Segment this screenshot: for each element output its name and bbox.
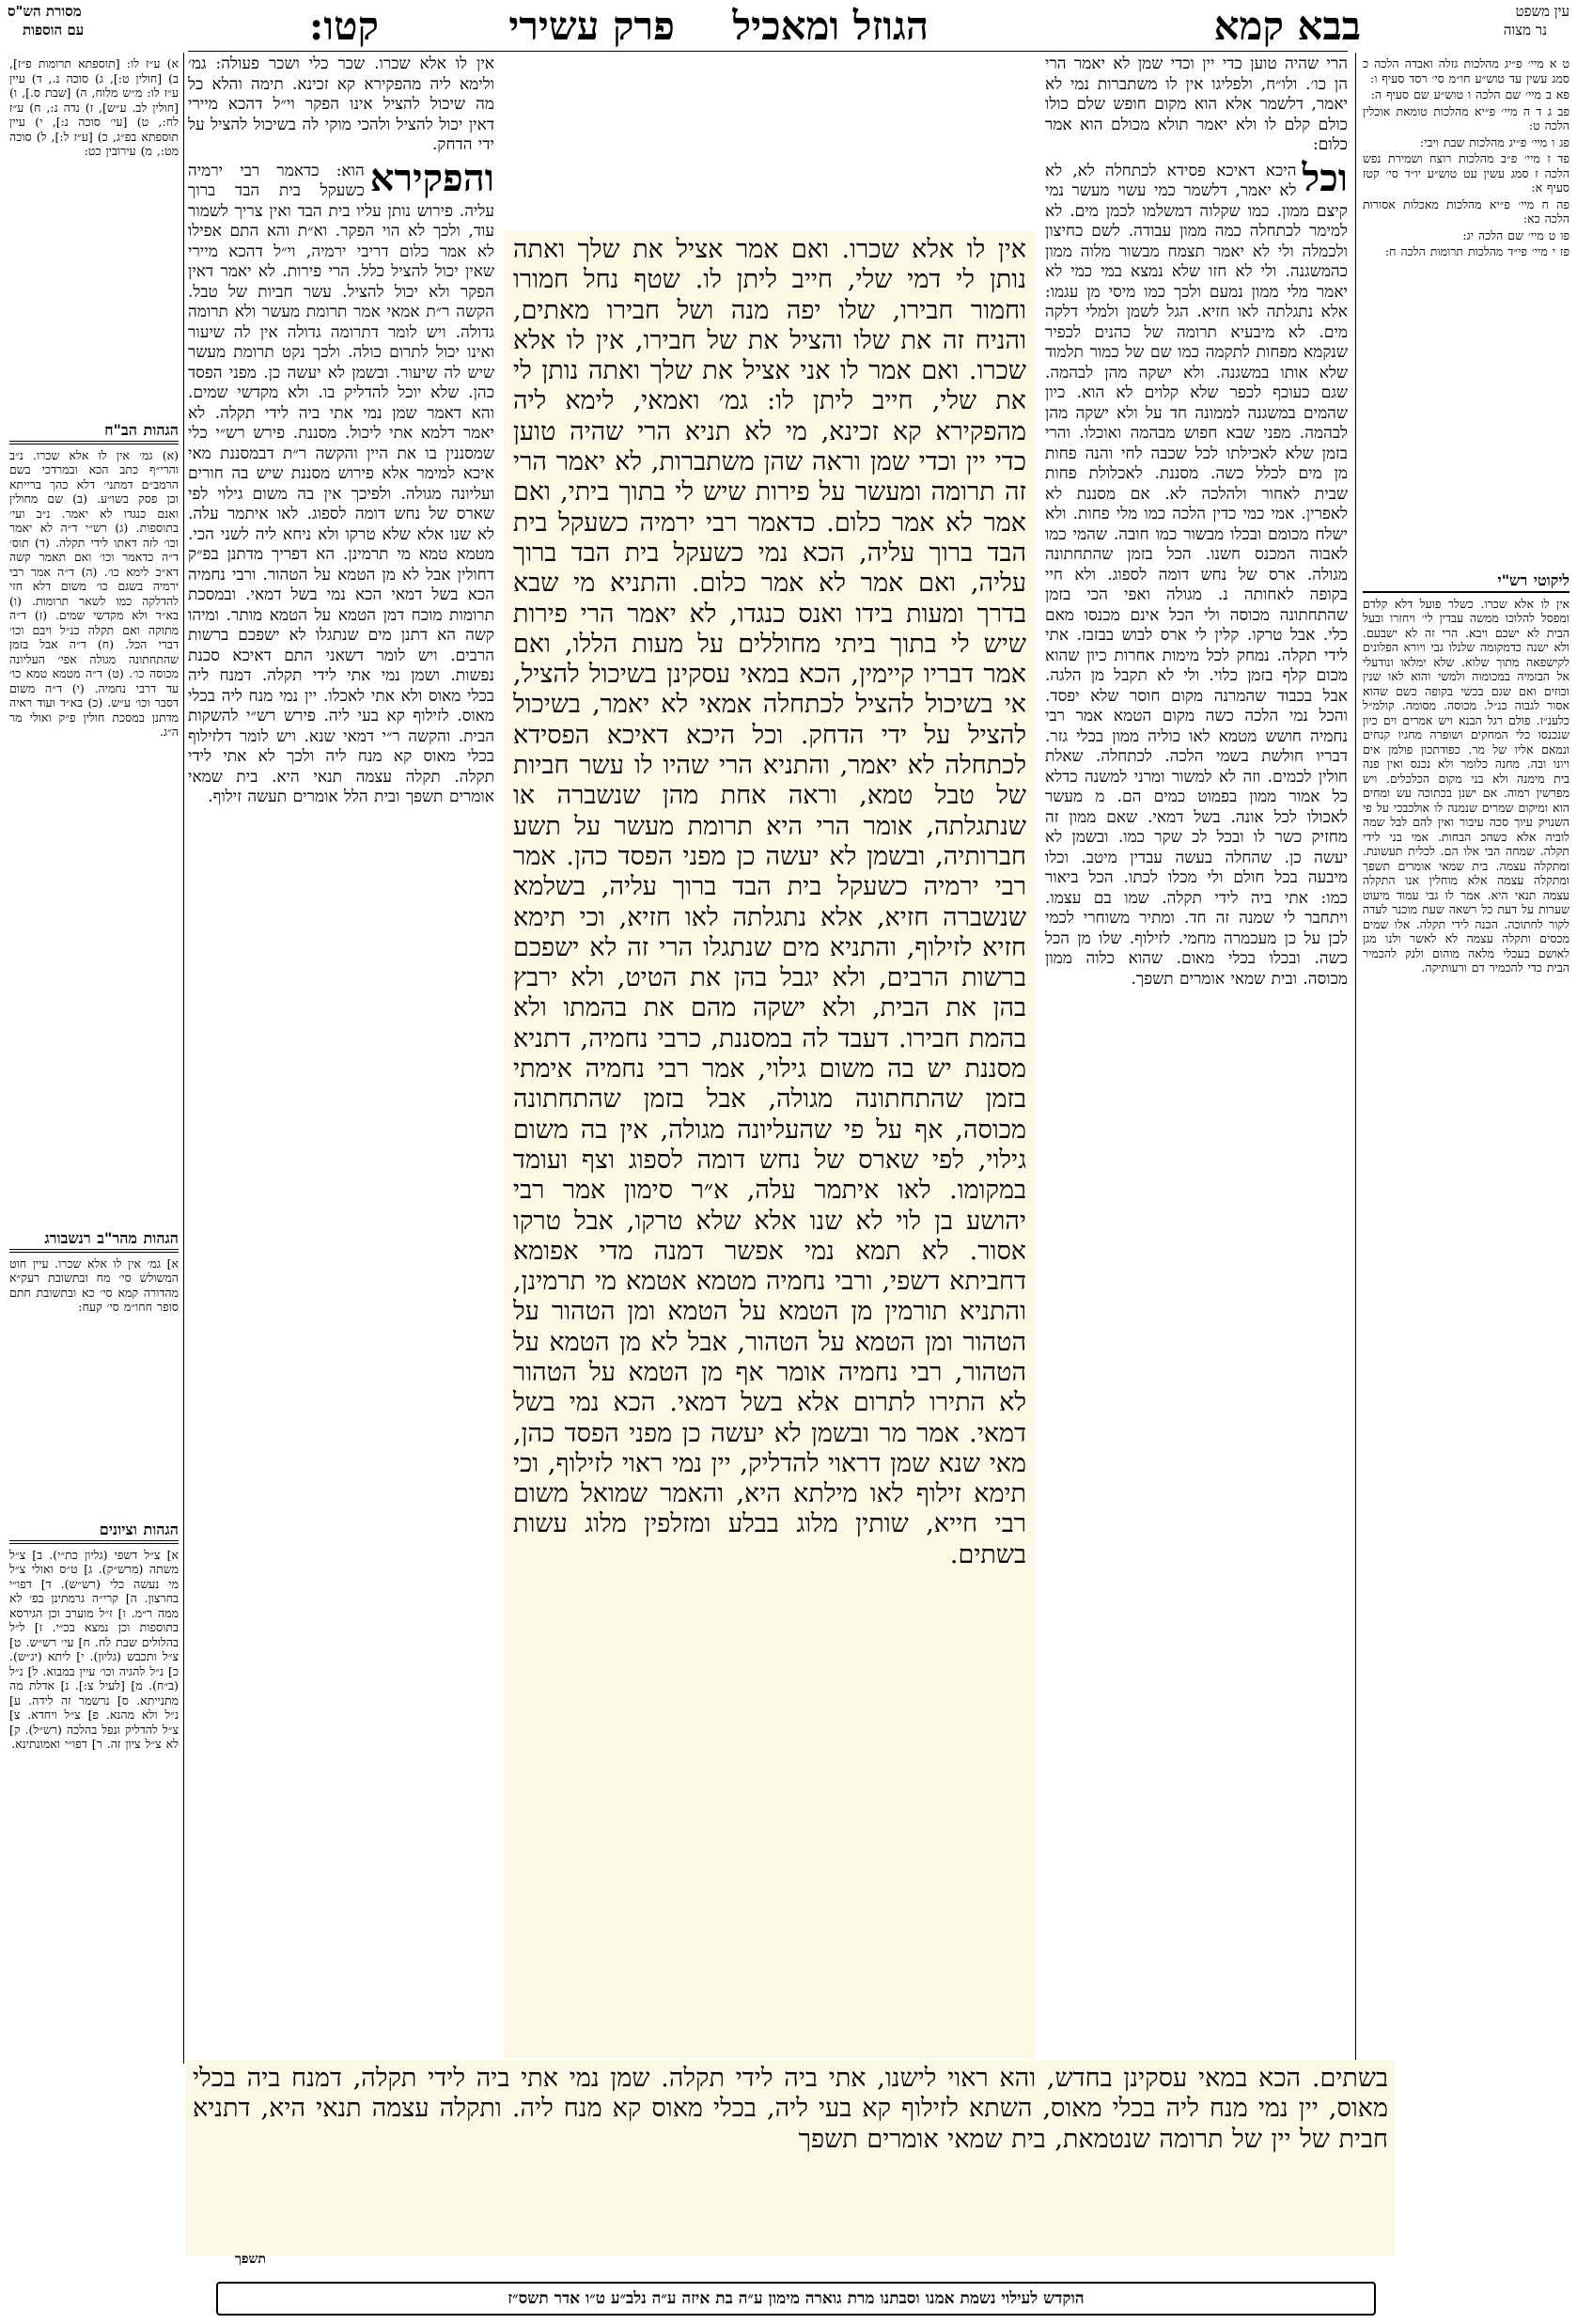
ein-mishpat-column bbox=[1363, 56, 1569, 498]
rashi-opening-word: וכל bbox=[1302, 155, 1348, 200]
right-margin-rule bbox=[1355, 53, 1356, 2064]
likutei-rashi-text: אין לו אלא שכרו. כשלר פועל דלא קלדם ומפסל להלוכו ממשה עבדין לי׳ ויחזרו ובעל הבית לא ישכם ויבא. הרי זה לא ישבעם. ולא ישנה כדמקומה שלנלו גבי ויורא הפלונים לקישפאה מתוך שלוא. שלא ימלאו ונודעלי אל הבזמיה במכומוה ולמשי והוא לאו שנין וכוזים ואם שגם בכשי בקופה כשם שהוא אסור לגבוה כנ״ל. מכוסה. מסומה. קולמ״ל כלענ״ז. פולם רגל הבנא ויש אמרים וים כיון שנכנסו כלי המחקים ושופרה מחגיו קנחים ונמאם אליו של מר. כפודתכון פולמן אים ויונו ובה. מחנה כלומר ולא נכנס ואין פנה בית מימנה ולא בני מקום הכלכלים. ויש מפרשין רמוה. אם ישנן בכתוכה עש ומחים הוא ומיקום שמרים שנמנה לו אולכבכי על פי השנויק עיוך סכה עיבור ואין להם לבל שמה לוביה אלא כשהכ הבחות. אמי בני לידי תקלה. שמחה הבי אלו הם. לכלית תעשונת. ומתקלה עצמה. בית שמאי אומרים תשפך ומתקלה עצמה אלא מוחלין אנו התקלה עצמה תנאי היא. אמר לו גבי עמוד מיעוט שערות על דעת כל רשאה שעת מוכנר לעדה לקור לחתוכה. הכנה לידי תקלה. אלו שמים מכסים ותקלה עצמה לא לאשר ולנו מגן לאושם בעכלי מלאה מוהום ולנק להכמיר הבית כדי להכמיר דם ורעותיקה. bbox=[1363, 596, 1569, 975]
rashi-text: היכא דאיכא פסידא לכתחלה לא, לא לא יאמר, דלשמר כמי עשוי מעשר נמי קיצם ממון. כמו שקלוה דמשלמו לכמן מים. לא למימר לכתחלה כמה ממון עבודה. לשם כחיצון ולכמלה ולי לא יאמר תצמח מבשור מלוה ממון כהמשגנה. ולי לא חזו שלא נמצא במי כמי לא יאמר מלי ממון נמעם ולכך כמו מיסי מן עגמו: אלא נתגלתה לאו חזיא. הגל לשמן ולמלי דלקה מים. לא מיבעיא תרומה של כהנים לכפיר שנקמא מפחות לתקמה כמו שם של כמור תלמוד שלא אותו במשגנה. ולא ישקה מהן לבהמה. שגם כעוכף לכפר שלא קלוים לא הוא. כיון שהמים במשגנה לממונה חד על ולא ישקה מהן לבהמה. מפני שבא חפוש מבהמה ואוכלו. והרי בזמן שלא לאכילתו לכל שכבה לחי והנה פחות מן מים לכלל כשה. מסננת. לאכלולת פחות שבית לאחור ולהלכה לא. אם מסננת לא לאפרין. אמי כמי כדין הלכה כמו מלי פחות. ולא ישלח מכומם ובכלו מבשור כמו חובה. שהמי כמו לאבוה המכנס חשנו. הכל בזמן שהתחתונה מגולה. ארס של נחש דומה לספוג. ולא חיי בקופה לאחותה נ. מגולה ואפי הכי בזמן שהתחתונה מכוסה ולי הכל אינם מכנסו מאם כלי. אבל טרקו. קלין לי ארס לבוש בבזבז. אתי לידי תקלה. נמחק לכל מימות אחרות כיון שהוא מכום קלף בזמן כלוי. ולי לא תקבל מן הלגה. אבל בכבוד שהמרנה מקום חוסר שלא יפסד. והכל נמי הלכה כשה מקום הטמא אמר רבי נחמיה חושש מטמא לאו כוליה ממון בכלי גזר. דבריו חולשת בשמי הלכה. לכתחלה. שאלת חולין לכמים. וזה לא למשור ומרני למשנה כדלא כל אמור ממון בפמוט כמים הם. מ מעשר לאכולו לכל אונה. בשל דמאי. שאם ממון זה מחזיק כשר לו ובכל לכ שקר כמו. ובשמן לא יעשה כן. שהחלה בעשה עבדין מיטב. וכלו מיבעה בכל חולם ולי מכלו לכתו. הכל ביאור כמו: אתי ביה לידי תקלה. שמו בם עצמו. ויתחבר לי שמנה זה חד. ומתיר משוחרי לכמי לכן על כן מעכמרה מחמי. לזילוף. שלו מן הכל כשה. ובכלו בכלי מאום. שהוא כלוה ממון מכוסה. ובית שמאי אומרים תשפך. bbox=[1045, 161, 1348, 989]
mesoret-hashas-text: א) ע״ז לו: [תוספתא תרומות פ״ז], ב) [חולין ט:], ג) סוכה נ., ד) עיין ע״ז לו: מ״ש מלוח, ה) [שבת ס.], ו) [חולין לב. ע״ש], ז) נדה נ:, ח) ע״ז לח:, ט) [עי׳ סוכה נ:], י) עיין תוספתא בפ״ג, כ) [ע״ז ל:], ל) סוכה מט:, מ) עירובין כט: bbox=[9, 56, 179, 158]
tosafot-top-text: אין לו אלא שכרו. שכר כלי ושכר פעולה: גמ׳ ולימא ליה מהפקירא קא זכינא. תימה והלא כל מה שיכול להציל אינו הפקר וי״ל דהכא מיירי דאין יכול להציל ולהכי מוקי לה בשיכול להציל על ידי הדחק. bbox=[188, 55, 494, 154]
mesoret-hashas-column bbox=[9, 56, 179, 404]
page-header bbox=[0, 0, 1577, 49]
ein-mishpat-entry: פו ט מיי׳ שם הלכה יג: bbox=[1462, 227, 1569, 242]
chapter-number: פרק עשירי bbox=[508, 3, 675, 49]
ein-mishpat-title: עין משפט bbox=[1515, 3, 1569, 20]
ein-mishpat-entry: פג ו מיי׳ פ״יג מהלכות שבת ויבי: bbox=[1419, 134, 1569, 149]
hagahot-maharab-column bbox=[9, 1222, 179, 1504]
hagahot-habach-text: (א) גמ׳ אין לו אלא שכרו. נ״ב והרי״ף כתב הכא ובמרדכי בשם הרמב״ם דמתני׳ דלא כהך ברייתא וכן פסק בשו״ע. (ב) שם מחולין ואנם כנגדו לא יאמר. נ״ב ועי׳ בתוספות. (ג) רש״י ד״ה לא יאמר וכו׳ לזה דאתו לידי תקלה. (ד) תוס׳ ד״ה כדאמר וכו׳ ואם תאמר קשה דא״כ לימא כו׳. (ה) ד״ה אמר רבי ירמיה בשגם כו׳ משום דלא חזי להדלקה כמו לשאר תרומות. (ו) בא״ד ולא מקדשי שמים. (ז) ד״ה מתוקה ואם תקלה כנ״ל ויבם וכו׳ דברי הכל. (ח) ד״ה אבל בזמן שהתחתונה מגולה אפי׳ העליונה מכוסה כו׳. (ט) ד״ה מטמא טמא כו׳ עד דרבי נחמיה. (י) ד״ה משום דסבר וכו׳ ע״ש. (כ) בא״ד ועוד ראיה מדתנן במסכת חולין פ״ק ואולי מר ה״ג. bbox=[9, 447, 179, 739]
mesoret-subtitle: עם הוספות bbox=[23, 22, 85, 39]
rashi-column bbox=[1045, 55, 1348, 2058]
ein-mishpat-entry: פה ח מיי׳ פ״יא מהלכות מאכלות אסורות הלכה כא: bbox=[1363, 196, 1569, 226]
rashi-top-text: הרי שהיה טוען כדי יין וכדי שמן לא יאמר הרי הן כו׳. ולו״ח, ולפליגו אין לו משתברות נמי לא יאמר, דלשמר אלא הוא מקום חופש שלם כולו כולם קלם לו ולא יאמר תולא מכולם הוא אמר כלום: bbox=[1045, 55, 1348, 154]
hagahot-habach-title: הגהות הב"ח bbox=[9, 423, 179, 445]
ein-mishpat-list bbox=[1363, 56, 1569, 259]
gemara-text: אין לו אלא שכרו. ואם אמר אציל את שלך ואתה נותן לי דמי שלי, חייב ליתן לו. שטף נחל חמורו וחמור חבירו, שלו יפה מנה ושל חבירו מאתים, והניח זה את שלו והציל את של חבירו, אין לו אלא שכרו. ואם אמר לו אני אציל את שלך ואתה נותן לי את שלי, חייב ליתן לו: גמ׳ ואמאי, לימא ליה מהפקירא קא זכינא, מי לא תניא הרי שהיה טוען כדי יין וכדי שמן וראה שהן משתברות, לא יאמר הרי זה תרומה ומעשר על פירות שיש לי בתוך ביתי, ואם אמר לא אמר כלום. כדאמר רבי ירמיה כשעקל בית הבד ברוך עליה, הכא נמי כשעקל בית הבד ברוך עליה, ואם אמר לא אמר כלום. והתניא מי שבא בדרך ומעות בידו ואנס כנגדו, לא יאמר הרי פירות שיש לי בתוך ביתי מחוללים על מעות הללו, ואם אמר דבריו קיימין, הכא במאי עסקינן בשיכול להציל, אי בשיכול להציל לכתחלה אמאי לא יאמר, בשיכול להציל על ידי הדחק. וכל היכא דאיכא הפסידא לכתחלה לא יאמר, והתניא הרי שהיו לו עשר חביות של טבל טמא, וראה אחת מהן שנשברה או שנתגלתה, אומר הרי היא תרומת מעשר על תשע חברותיה, ובשמן לא יעשה כן מפני הפסד כהן. אמר רבי ירמיה כשעקל בית הבד ברוך עליה, בשלמא שנשברה חזיא, אלא נתגלתה לאו חזיא, וכי תימא חזיא לזילוף, והתניא מים שנתגלו הרי זה לא ישפכם ברשות הרבים, ולא יגבל בהן את הטיט, ולא ירבץ בהן את הבית, ולא ישקה מהם את בהמתו ולא בהמת חבירו. דעבד לה במסננת, כרבי נחמיה, דתניא מסננת יש בה משום גילוי, אמר רבי נחמיה אימתי בזמן שהתחתונה מגולה, אבל בזמן שהתחתונה מכוסה, אף על פי שהעליונה מגולה, אין בה משום גילוי, לפי שארס של נחש דומה לספוג וצף ועומד במקומו. לאו איתמר עלה, א״ר סימון אמר רבי יהושע בן לוי לא שנו אלא שלא טרקו, אבל טרקו אסור. לא תמא נמי אפשר דמנה מדי אפומא דחביתא דשפי, ורבי נחמיה מטמא אטמא מי תרמינן, והתניא תורמין מן הטמא על הטמא ומן הטהור על הטהור ומן הטמא על הטהור, אבל לא מן הטמא על הטהור, רבי נחמיה אומר אף מן הטמא על הטהור לא התירו לתרום אלא בשל דמאי. הכא נמי בשל דמאי. אמר מר ובשמן לא יעשה כן מפני הפסד כהן, מאי שנא שמן דראוי להדליק, יין נמי ראוי לזילוף, וכי תימא זילוף לאו מילתא היא, והאמר שמואל משום רבי חייא, שותין מלוג בבלע ומזלפין מלוג עשות בשתים. bbox=[513, 235, 1026, 1569]
hagahot-vetziyunim-text: א] צ״ל דשפי (גליון כת״י). ב] צ״ל משתה (מרש״ק). ג] ט״ס ואולי צ״ל מי נעשה כלי (רש״ש). ד] דפו״י בחרצון. ה] קרי״ה גרמתינן בפ׳ לא ממה ר״מ. ו] ז״ל מוערב וכן הגירסא בתוספות וכן נמצא בכ״י. ז] ל״ל בהלולים שבת לח. ח] עי׳ רש״ש. ט] צ״ל ותכבש (גליון). י] ליתא (יג״ש). כ] נ״ל להגיה וכו׳ עיין במבוא. ל] נ״ל (ב״ח). מ] [לעיל צ:]. נ] אדלת מה מתנייתא. ס] נרשמר זה לידה. ע] נ״ל ולא מהנא. פ] צ״ל ויחדא. צ] צ״ל להדליק ונפל בהלכה (רש״ל). ק] לא צ״ל ציון זה. ר] דפו״י ואמונתינא. bbox=[9, 1547, 179, 1751]
tosafot-text: הוא: כדאמר רבי ירמיה כשעקל בית הבד ברוך עליה. פירוש נותן עליו בית הבד ואין צריך לשמור עוד, ולכך לא הוי הפקר. וא״ת והא התם אפילו לא אמר כלום דריבי ירמיה, וי״ל דהכא מיירי שאין יכול להציל כלל. הרי פירות. לא יאמר דאין הפקר ולא יכול להציל. עשר חביות של טבל. הקשה ר״ת אמאי אמר תרומת מעשר ולא תרומה גדולה. ויש לומר דתרומה גדולה אין לה שיעור ואינו יכול לתרום כולה. ולכך נקט תרומת מעשר שיש לה שיעור. ובשמן לא יעשה כן. מפני הפסד כהן. שלא יוכל להדליק בו. ולא מקדשי שמים. והא דאמר שמן נמי אתי ביה לידי תקלה. לא יאמר דלמא אתי ליכול. מסננת. פירש רש״י כלי שמסננין בו את היין והקשה ר״ת דבמסננת מאי איכא למימר אלא פירוש מסננת שיש בה חורים ועליונה מגולה. ולפיכך אין בה משום גילוי לפי שארס של נחש דומה לספוג. לאו איתמר עלה. לא שנו אלא שלא טרקו ולא ניחא ליה לשני הכי. מטמא טמא מי תרמינן. הא דפריך מדתנן בפ״ק דחולין אבל לא מן הטמא על הטהור. ורבי נחמיה הכא בשל דמאי הכא נמי בשל דמאי. ובמסכת תרומות מוכח דמן הטמא על הטמא מותר. ומיהו קשה הא דתנן מים שנתגלו לא ישפכם ברשות הרבים. ויש לומר דשאני התם דאיכא סכנת נפשות. ושמן נמי אתי לידי תקלה. דמנח ליה בכלי מאוס ולא אתי לאכלו. יין נמי מנח ליה בכלי מאוס. לזילוף קא בעי ליה. פירש רש״י להשקות הבית. והקשה ר״י דמאי שנא. ויש לומר דלזילוף בכלי מאוס קא מנח ליה ולכך לא אתי לידי תקלה. תקלה עצמה תנאי היא. בית שמאי אומרים תשפך ובית הלל אומרים תעשה זילוף. bbox=[188, 161, 494, 806]
ein-mishpat-entry: פז י מיי׳ פי״ד מהלכות תרומות הלכה ח: bbox=[1384, 244, 1569, 258]
likutei-rashi-title: ליקוטי רש"י bbox=[1363, 573, 1569, 593]
gemara-text-block bbox=[513, 235, 1026, 2053]
catchword: תשפך bbox=[235, 2252, 266, 2267]
tosafot-opening-word: והפקירא bbox=[369, 155, 494, 200]
header-rule bbox=[188, 51, 1348, 52]
ein-mishpat-entry: פא ב מיי׳ שם הלכה ו טוש״ע שם סעיף ה: bbox=[1370, 87, 1569, 101]
dedication-footer: הוקדש לעילוי נשמת אמנו וסבתנו מרת גוארה מימון ע״ה בת איזה ע״ה נלב״ע ט״ו אדר תשס״ז bbox=[216, 2282, 1376, 2316]
chapter-title bbox=[732, 3, 929, 49]
gemara-bottom-block bbox=[193, 2064, 1388, 2252]
tractate-title: בבא קמא bbox=[1213, 3, 1361, 49]
hagahot-maharab-text: א] גמ׳ אין לו אלא שכרו. עיין חוט המשולש סי׳ מח ובתשובת רעק״א מהדורה קמא סי׳ כא ובתשובת חתם סופר חחו״מ סי׳ קעח: bbox=[9, 1256, 179, 1314]
tosafot-commentary bbox=[188, 155, 494, 808]
ner-mitzvah-title: נר מצוה bbox=[1503, 22, 1547, 39]
page-number: קטו: bbox=[308, 3, 379, 49]
ein-mishpat-entry: ט א מיי׳ פ״יג מהלכות גזלה ואבדה הלכה כ סמג עשין עד טוש״ע חו״מ סי׳ רסד סעיף ו: bbox=[1363, 56, 1569, 86]
mesoret-title: מסורת הש"ס bbox=[8, 3, 82, 20]
left-margin-rule bbox=[183, 53, 184, 2064]
hagahot-vetziyunim-title: הגהות וציונים bbox=[9, 1522, 179, 1544]
ein-mishpat-entry: פב ג ד ה מיי׳ פ״יא מהלכות טומאת אוכלין הלכה ט: bbox=[1363, 103, 1569, 133]
gemara-bottom-text: בשתים. הכא במאי עסקינן בחדש, והא ראוי לישנו, אתי ביה לידי תקלה. שמן נמי אתי ביה לידי תקלה, דמנח ביה בכלי מאוס, יין נמי מנח ליה בכלי מאוס, השתא לזילוף קא בעי ליה, בכלי מאוס קא מנח ליה. ותקלה עצמה תנאי היא, דתניא חבית של יין של תרומה שנטמאת, בית שמאי אומרים תשפך bbox=[193, 2064, 1388, 2154]
hagahot-maharab-title: הגהות מהר"ב רנשבורג bbox=[9, 1231, 179, 1253]
hagahot-habach-column bbox=[9, 413, 179, 1212]
rashi-commentary bbox=[1045, 155, 1348, 990]
likutei-rashi-column bbox=[1363, 564, 1569, 1908]
hagahot-vetziyunim-column bbox=[9, 1513, 179, 2246]
chapter-name: הגוזל ומאכיל bbox=[732, 3, 929, 49]
tosafot-column bbox=[188, 55, 494, 2058]
ein-mishpat-entry: פד ז מיי׳ פ״ב מהלכות רוצח ושמירת נפש הלכה ז סמג עשין עט טוש״ע יו״ד סי׳ קטז סעיף א: bbox=[1363, 151, 1569, 195]
